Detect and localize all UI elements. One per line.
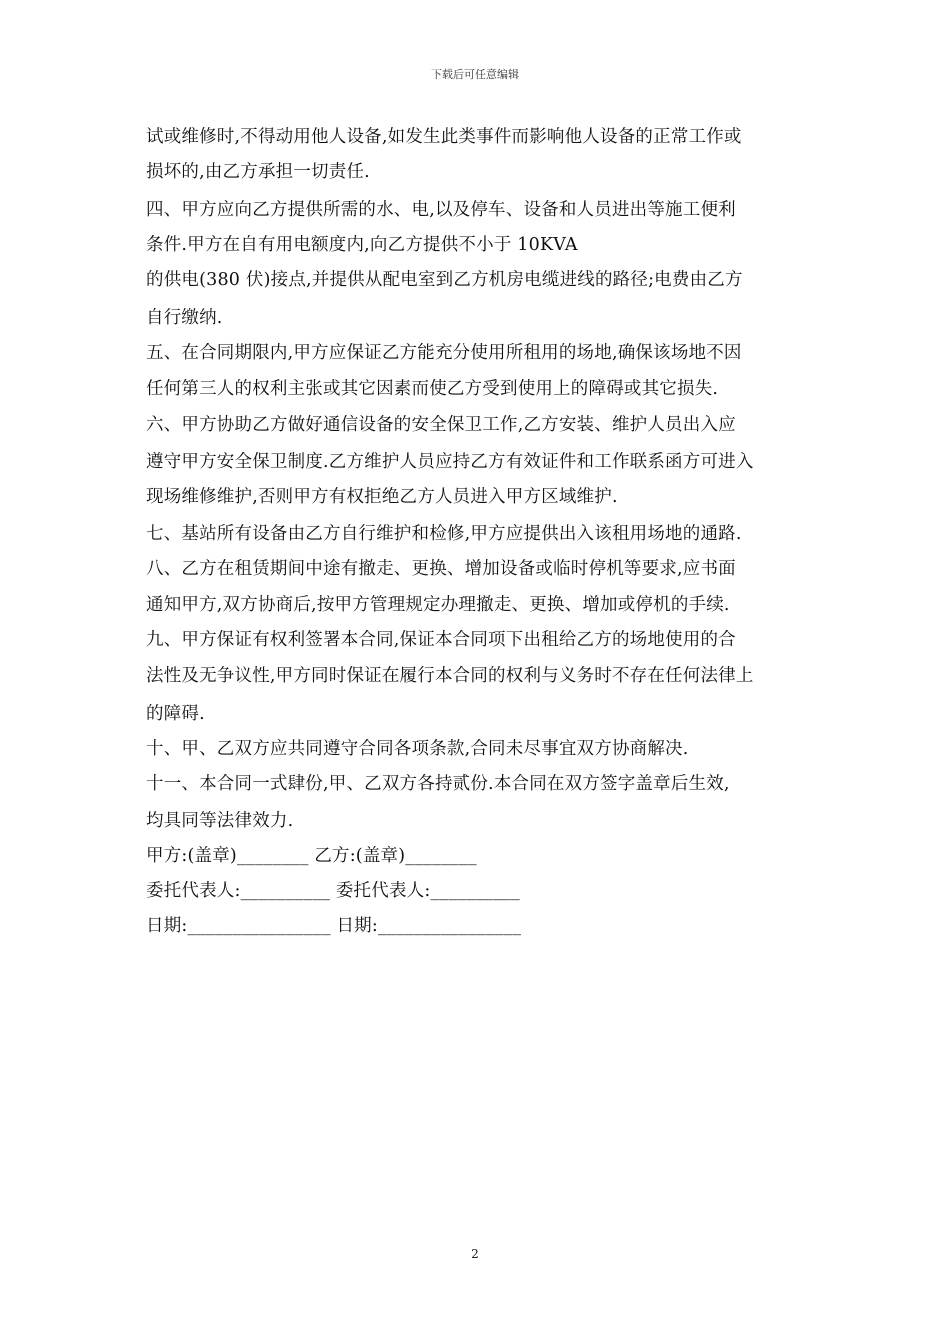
text-line: 法性及无争议性,甲方同时保证在履行本合同的权利与义务时不存在任何法律上 (146, 666, 754, 686)
text-line: 十、甲、乙双方应共同遵守合同各项条款,合同未尽事宜双方协商解决. (146, 739, 689, 759)
text-line: 条件.甲方在自有用电额度内,向乙方提供不小于 10KVA (146, 235, 578, 255)
signature-line-representative: 委托代表人:__________ 委托代表人:__________ (146, 881, 520, 901)
page-header: 下载后可任意编辑 (431, 68, 519, 81)
text-line: 损坏的,由乙方承担一切责任. (146, 162, 370, 182)
text-line: 四、甲方应向乙方提供所需的水、电,以及停车、设备和人员进出等施工便利 (146, 200, 736, 220)
page-number: 2 (471, 1247, 479, 1261)
text-line: 九、甲方保证有权利签署本合同,保证本合同项下出租给乙方的场地使用的合 (146, 630, 736, 650)
text-line: 试或维修时,不得动用他人设备,如发生此类事件而影响他人设备的正常工作或 (146, 127, 742, 147)
text-line: 七、基站所有设备由乙方自行维护和检修,甲方应提供出入该租用场地的通路. (146, 524, 742, 544)
text-line: 的障碍. (146, 704, 205, 724)
signature-line-date: 日期:________________ 日期:________________ (146, 916, 522, 936)
text-line: 现场维修维护,否则甲方有权拒绝乙方人员进入甲方区域维护. (146, 487, 618, 507)
text-line: 十一、本合同一式肆份,甲、乙双方各持贰份.本合同在双方签字盖章后生效, (146, 774, 730, 794)
text-line: 的供电(380 伏)接点,并提供从配电室到乙方机房电缆进线的路径;电费由乙方 (146, 270, 743, 290)
text-line: 五、在合同期限内,甲方应保证乙方能充分使用所租用的场地,确保该场地不因 (146, 343, 742, 363)
text-line: 均具同等法律效力. (146, 811, 294, 831)
signature-line-party: 甲方:(盖章)________ 乙方:(盖章)________ (146, 846, 477, 866)
text-line: 任何第三人的权利主张或其它因素而使乙方受到使用上的障碍或其它损失. (146, 379, 719, 399)
text-line: 六、甲方协助乙方做好通信设备的安全保卫工作,乙方安装、维护人员出入应 (146, 415, 736, 435)
text-line: 遵守甲方安全保卫制度.乙方维护人员应持乙方有效证件和工作联系函方可进入 (146, 452, 754, 472)
text-line: 通知甲方,双方协商后,按甲方管理规定办理撤走、更换、增加或停机的手续. (146, 595, 730, 615)
text-line: 八、乙方在租赁期间中途有撤走、更换、增加设备或临时停机等要求,应书面 (146, 559, 736, 579)
text-line: 自行缴纳. (146, 308, 223, 328)
